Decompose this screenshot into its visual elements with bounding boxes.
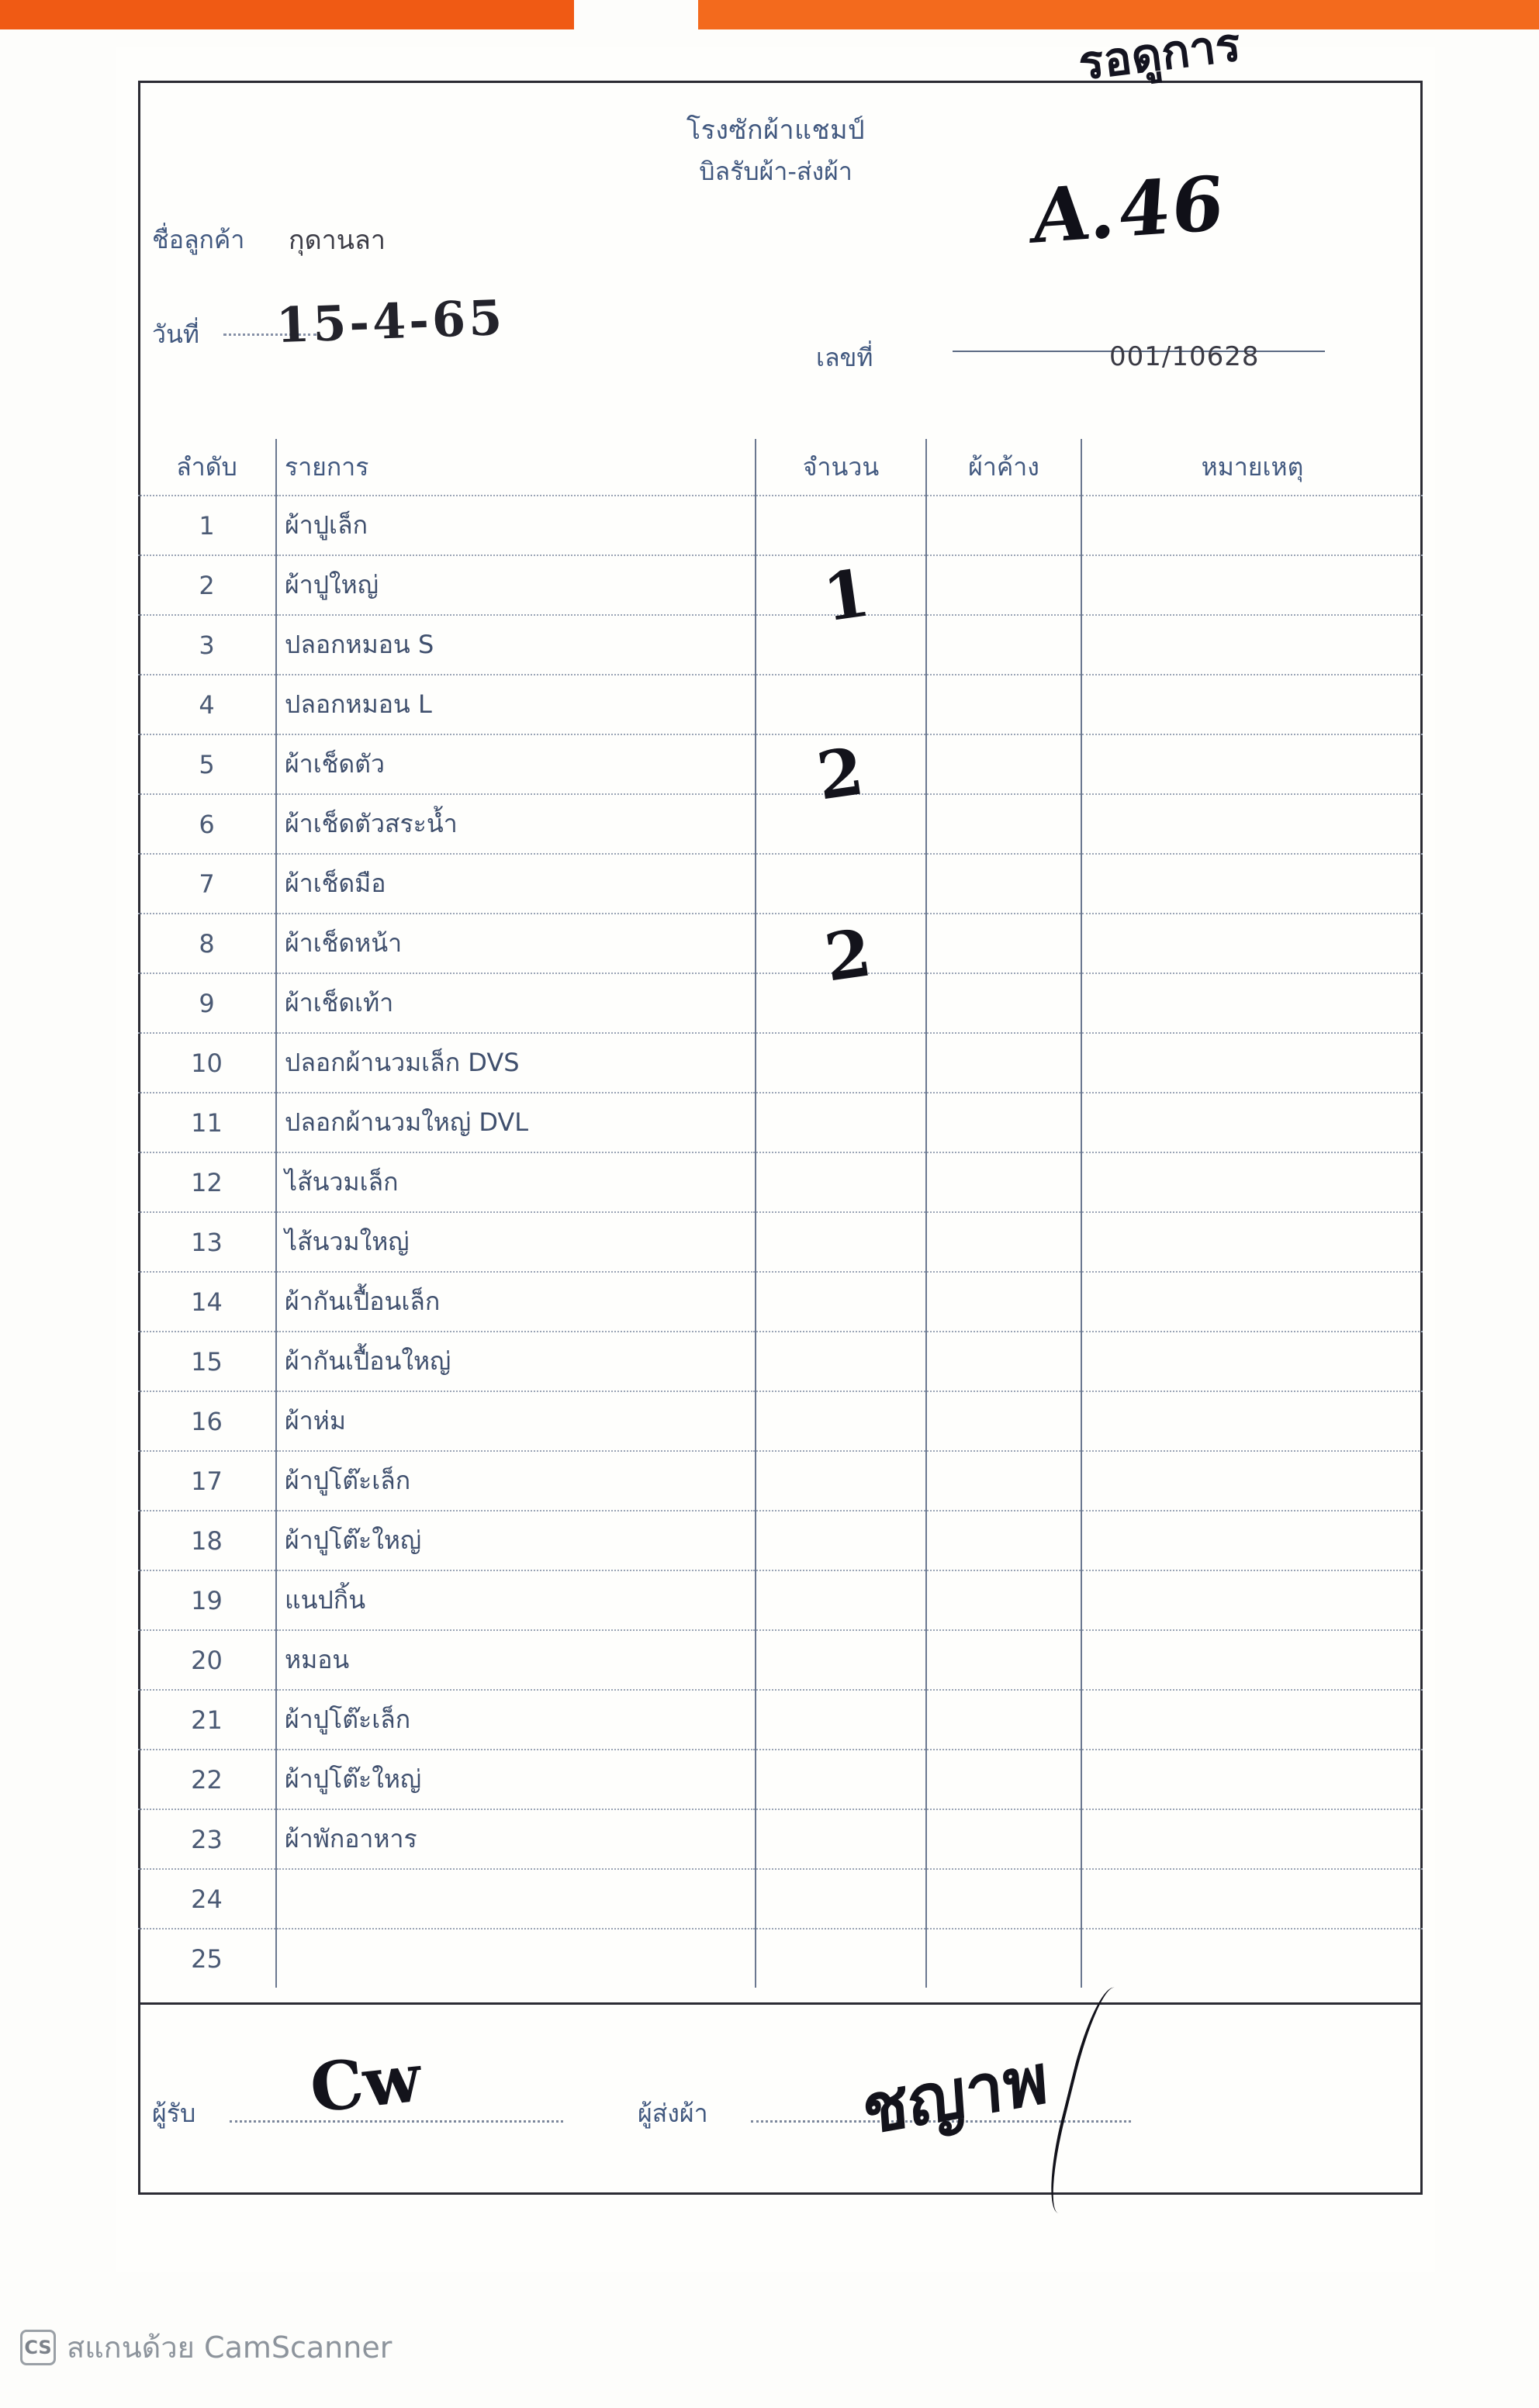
cell-quantity [756,1630,926,1690]
camscanner-badge-icon: CS [20,2330,56,2365]
cell-quantity [756,1511,926,1570]
cell-left-over [926,1750,1081,1809]
cell-note [1081,1391,1423,1451]
cell-row-number: 17 [138,1451,276,1511]
cell-quantity [756,496,926,555]
table-row [138,1690,1423,1750]
receiver-signature: Cw [306,2038,425,2129]
cell-left-over [926,1869,1081,1929]
table-row [138,854,1423,914]
cell-item-name: ผ้าห่ม [276,1391,756,1451]
cell-row-number: 20 [138,1630,276,1690]
table-row [138,1809,1423,1869]
table-row [138,1570,1423,1630]
handwritten-room-number: A.46 [1029,158,1229,261]
handwritten-top-note: รอดูการ [1075,17,1244,92]
cell-row-number: 15 [138,1332,276,1391]
cell-left-over [926,1809,1081,1869]
document-number-label: เลขที่ [816,343,873,372]
cell-row-number: 25 [138,1929,276,1988]
table-row [138,1511,1423,1570]
cell-quantity [756,1690,926,1750]
cell-item-name: ผ้าปูใหญ่ [276,555,756,615]
table-row [138,1033,1423,1093]
sender-label: ผู้ส่งผ้า [638,2099,708,2128]
table-row [138,1212,1423,1272]
cell-item-name: ปลอกผ้านวมใหญ่ DVL [276,1093,756,1152]
column-header-qty: จำนวน [756,439,926,496]
cell-note [1081,1750,1423,1809]
cell-left-over [926,1152,1081,1212]
cell-quantity [756,1929,926,1988]
date-label: วันที่ [152,320,199,349]
cell-row-number: 24 [138,1869,276,1929]
cell-note [1081,1809,1423,1869]
background-orange-strip [0,0,1539,29]
footer-separator [138,2002,1423,2005]
cell-row-number: 8 [138,914,276,973]
cell-left-over [926,973,1081,1033]
cell-item-name: ผ้าปูเล็ก [276,496,756,555]
column-header-note: หมายเหตุ [1201,451,1304,482]
cell-note [1081,1511,1423,1570]
cell-item-name: ผ้าพักอาหาร [276,1809,756,1869]
cell-row-number: 6 [138,794,276,854]
cell-item-name: ผ้ากันเปื้อนใหญ่ [276,1332,756,1391]
cell-note [1081,1690,1423,1750]
cell-left-over [926,1630,1081,1690]
cell-left-over [926,675,1081,734]
table-row [138,1451,1423,1511]
cell-quantity [756,1869,926,1929]
cell-note [1081,973,1423,1033]
cell-item-name: ผ้ากันเปื้อนเล็ก [276,1272,756,1332]
cell-quantity [756,1809,926,1869]
cell-note [1081,1630,1423,1690]
cell-row-number: 5 [138,734,276,794]
table-row [138,555,1423,615]
receiver-signature-rule [230,2120,563,2123]
cell-item-name: ปลอกหมอน S [276,615,756,675]
cell-note [1081,615,1423,675]
cell-note [1081,1869,1423,1929]
cell-quantity [756,1570,926,1630]
camscanner-watermark [20,2323,392,2371]
cell-note [1081,675,1423,734]
cell-left-over [926,1391,1081,1451]
cell-note [1081,914,1423,973]
cell-note [1081,496,1423,555]
cell-left-over [926,794,1081,854]
cell-note [1081,1152,1423,1212]
cell-left-over [926,1093,1081,1152]
cell-quantity [756,1152,926,1212]
cell-note [1081,1570,1423,1630]
cell-row-number: 14 [138,1272,276,1332]
cell-left-over [926,1332,1081,1391]
table-row [138,615,1423,675]
table-row [138,496,1423,555]
table-row [138,973,1423,1033]
cell-row-number: 3 [138,615,276,675]
cell-quantity [756,1093,926,1152]
column-header-left: ผ้าค้าง [926,439,1081,496]
orange-strip-gap [574,0,698,29]
cell-left-over [926,1451,1081,1511]
camscanner-text: สแกนด้วย CamScanner [67,2330,393,2365]
cell-quantity [756,675,926,734]
cell-note [1081,1332,1423,1391]
table-row [138,1332,1423,1391]
table-row [138,794,1423,854]
cell-row-number: 13 [138,1212,276,1272]
sender-signature: ชญาพ [859,2037,1050,2151]
cell-row-number: 19 [138,1570,276,1630]
cell-note [1081,734,1423,794]
date-value: 15-4-65 [275,288,507,354]
cell-row-number: 9 [138,973,276,1033]
orange-strip-left [0,0,574,29]
cell-left-over [926,496,1081,555]
cell-note [1081,1929,1423,1988]
table-row [138,914,1423,973]
cell-row-number: 2 [138,555,276,615]
cell-left-over [926,914,1081,973]
cell-item-name: ไส้นวมใหญ่ [276,1212,756,1272]
cell-quantity [756,854,926,914]
cell-row-number: 11 [138,1093,276,1152]
cell-quantity [756,1033,926,1093]
cell-item-name: ผ้าปูโต๊ะเล็ก [276,1451,756,1511]
table-row [138,1093,1423,1152]
cell-row-number: 16 [138,1391,276,1451]
cell-note [1081,1451,1423,1511]
cell-item-name: หมอน [276,1630,756,1690]
cell-quantity [756,1332,926,1391]
column-header-no: ลำดับ [138,439,276,496]
cell-note [1081,854,1423,914]
cell-quantity [756,1750,926,1809]
customer-name-label: ชื่อลูกค้า [152,225,245,254]
cell-row-number: 23 [138,1809,276,1869]
cell-item-name: ไส้นวมเล็ก [276,1152,756,1212]
cell-item-name: ผ้าเช็ดเท้า [276,973,756,1033]
table-row [138,1152,1423,1212]
table-row [138,675,1423,734]
cell-note [1081,1033,1423,1093]
handwritten-qty-row-8: 2 [820,914,877,997]
table-row [138,1869,1423,1929]
cell-left-over [926,1511,1081,1570]
table-body [138,496,1423,1988]
cell-row-number: 21 [138,1690,276,1750]
cell-left-over [926,555,1081,615]
receiver-label: ผู้รับ [152,2099,196,2128]
handwritten-qty-row-5: 2 [812,732,869,815]
laundry-items-table [138,439,1423,1988]
table-row [138,1929,1423,1988]
cell-row-number: 7 [138,854,276,914]
cell-left-over [926,1929,1081,1988]
cell-item-name: ผ้าเช็ดตัว [276,734,756,794]
cell-item-name [276,1869,756,1929]
cell-item-name: ผ้าเช็ดมือ [276,854,756,914]
cell-left-over [926,734,1081,794]
cell-left-over [926,854,1081,914]
cell-item-name: ผ้าเช็ดตัวสระน้ำ [276,794,756,854]
cell-item-name [276,1929,756,1988]
handwritten-qty-row-3: 1 [818,554,875,637]
cell-left-over [926,1033,1081,1093]
cell-quantity [756,1391,926,1451]
cell-left-over [926,1212,1081,1272]
cell-item-name: แนปกิ้น [276,1570,756,1630]
cell-row-number: 18 [138,1511,276,1570]
table-row [138,1391,1423,1451]
cell-quantity [756,1451,926,1511]
table-header-row [138,439,1423,496]
cell-left-over [926,1272,1081,1332]
cell-row-number: 1 [138,496,276,555]
cell-row-number: 10 [138,1033,276,1093]
cell-item-name: ปลอกหมอน L [276,675,756,734]
cell-left-over [926,615,1081,675]
cell-note [1081,1272,1423,1332]
cell-note [1081,555,1423,615]
cell-note [1081,1093,1423,1152]
cell-row-number: 4 [138,675,276,734]
document-number-value: 001/10628 [1109,341,1260,372]
shop-name: โรงซักผ้าแชมป์ [686,115,866,146]
cell-left-over [926,1690,1081,1750]
cell-quantity [756,1212,926,1272]
table-row [138,1272,1423,1332]
table-row [138,1750,1423,1809]
cell-item-name: ผ้าปูโต๊ะเล็ก [276,1690,756,1750]
cell-quantity [756,1272,926,1332]
column-header-item: รายการ [276,439,756,496]
cell-item-name: ปลอกผ้านวมเล็ก DVS [276,1033,756,1093]
cell-row-number: 12 [138,1152,276,1212]
table-row [138,1630,1423,1690]
cell-item-name: ผ้าปูโต๊ะใหญ่ [276,1750,756,1809]
cell-note [1081,1212,1423,1272]
cell-left-over [926,1570,1081,1630]
customer-name-value: กุดานลา [289,225,386,256]
cell-note [1081,794,1423,854]
cell-item-name: ผ้าปูโต๊ะใหญ่ [276,1511,756,1570]
table-row [138,734,1423,794]
cell-row-number: 22 [138,1750,276,1809]
bill-subtitle: บิลรับผ้า-ส่งผ้า [699,157,853,186]
cell-item-name: ผ้าเช็ดหน้า [276,914,756,973]
